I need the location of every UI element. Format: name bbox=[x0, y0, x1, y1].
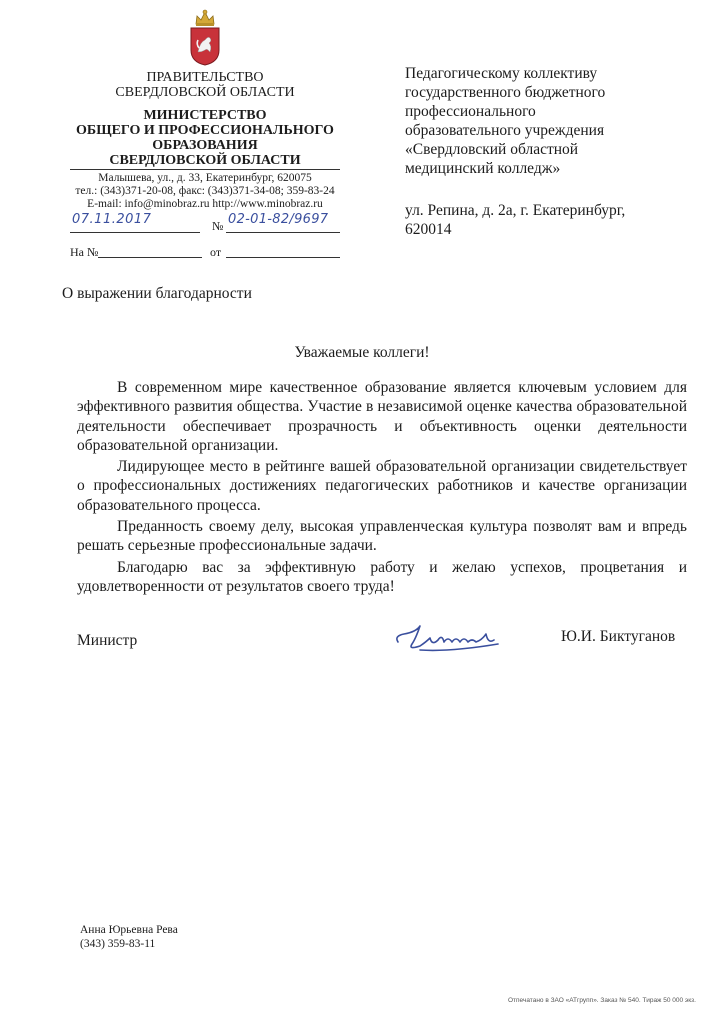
printer-note: Отпечатано в ЗАО «АТгрупп». Заказ № 540. Тираж 50 000 экз. bbox=[508, 997, 696, 1004]
handwritten-signature bbox=[390, 616, 510, 658]
body-paragraph: Лидирующее место в рейтинге вашей образовательной организации свидетельствует о профессиональных достижениях педагогических работников и качестве организации образовательного процесса. bbox=[77, 458, 687, 514]
ministry-email: E-mail: info@minobraz.ru http://www.minobraz.ru bbox=[87, 197, 323, 210]
reference-number-label: На № bbox=[70, 245, 99, 259]
executor-info bbox=[80, 923, 178, 951]
ministry-name: МИНИСТЕРСТВО ОБЩЕГО И ПРОФЕССИОНАЛЬНОГО ОБРАЗОВАНИЯ СВЕРДЛОВСКОЙ ОБЛАСТИ bbox=[76, 108, 334, 168]
body-paragraph: В современном мире качественное образование является ключевым условием для эффективного развития общества. Участие в независимой оценке качества образовательной деятельности обеспечивает прозрачность и объективность оценки деятельности образовательной организации. bbox=[77, 379, 687, 454]
reference-number-line bbox=[98, 243, 202, 258]
signer-role: Министр bbox=[77, 632, 138, 649]
number-sign: № bbox=[212, 219, 224, 233]
executor-phone: (343) 359-83-11 bbox=[80, 938, 156, 950]
reference-date-line bbox=[226, 243, 340, 258]
government-name: ПРАВИТЕЛЬСТВО СВЕРДЛОВСКОЙ ОБЛАСТИ bbox=[115, 70, 295, 100]
letter-body bbox=[77, 378, 687, 598]
body-paragraph: Благодарю вас за эффективную работу и желаю успехов, процветания и удовлетворенности от результатов своего труда! bbox=[77, 558, 687, 595]
signer-name: Ю.И. Биктуганов bbox=[561, 628, 676, 645]
header-divider bbox=[70, 169, 340, 170]
executor-name: Анна Юрьевна Рева bbox=[80, 924, 178, 936]
salutation: Уважаемые коллеги! bbox=[294, 344, 430, 361]
reference-date-label: от bbox=[210, 245, 222, 259]
letter-subject: О выражении благодарности bbox=[62, 285, 252, 302]
addressee: Педагогическому коллективу государственного бюджетного профессионального образовательного учреждения «Свердловский областной медицинский колледж» bbox=[405, 65, 606, 177]
outgoing-number: 02-01-82/9697 bbox=[228, 212, 329, 227]
ministry-phones: тел.: (343)371-20-08, факс: (343)371-34-08; 359-83-24 bbox=[75, 184, 335, 197]
body-paragraph: Преданность своему делу, высокая управленческая культура позволят вам и впредь решать серьезные профессиональные задачи. bbox=[77, 518, 687, 555]
outgoing-date: 07.11.2017 bbox=[72, 212, 152, 227]
ministry-contacts bbox=[62, 172, 348, 210]
addressee-address: ул. Репина, д. 2а, г. Екатеринбург, 620014 bbox=[405, 202, 626, 238]
ministry-address: Малышева, ул., д. 33, Екатеринбург, 620075 bbox=[98, 172, 312, 184]
coat-of-arms-icon bbox=[188, 8, 222, 66]
